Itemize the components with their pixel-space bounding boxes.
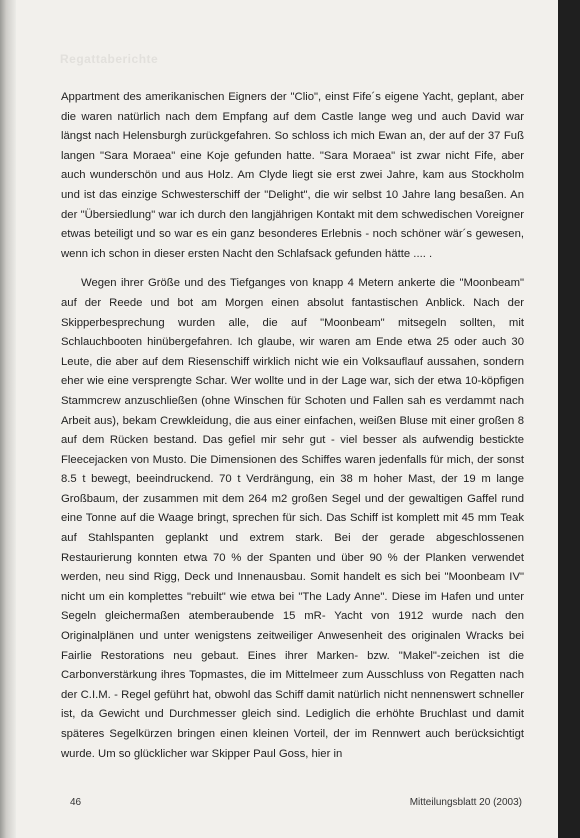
- article-body: [61, 88, 524, 764]
- page-number: 46: [70, 797, 82, 808]
- publication-title: Mitteilungsblatt 20 (2003): [409, 797, 522, 808]
- faint-section-header: Regattaberichte: [60, 52, 159, 66]
- paragraph-2: Wegen ihrer Größe und des Tiefganges von knapp 4 Metern ankerte die "Moonbeam" auf der Reede und bot am Morgen einen absolut fantastischen Anblick. Nach der Skipperbesprechung wurden alle, die auf "Moonbeam" mitsegeln sollten, mit Schlauchbooten hinübergefahren. Ich glaube, wir waren am Ende etwa 25 oder auch 30 Leute, die aber auf dem Riesenschiff wirklich nicht wie ein Volksauflauf aussahen, sondern eher wie eine versprengte Schar. Wer wollte und in der Lage war, sich der etwa 10-köpfigen Stammcrew anzuschließen (ohne Winschen für Schoten und Fallen sah es verdammt nach Arbeit aus), bekam Crewkleidung, die aus einer einfachen, weißen Bluse mit einer großen 8 auf dem Rücken bestand. Das gefiel mir sehr gut - viel besser als aufwendig bestickte Fleecejacken von Musto. Die Dimensionen des Schiffes waren jedenfalls für mich, der sonst 8.5 t bewegt, beeindruckend. 70 t Verdrängung, ein 38 m hoher Mast, der 19 m lange Großbaum, der zusammen mit dem 264 m2 großen Segel und der gewaltigen Gaffel rund eine Tonne auf die Waage bringt, sprechen für sich. Das Schiff ist komplett mit 45 mm Teak auf Stahlspanten geplankt und extrem stark. Bei der gerade abgeschlossenen Restaurierung konnten etwa 70 % der Spanten und über 90 % der Planken verwendet werden, neu sind Rigg, Deck und Innenausbau. Somit handelt es sich bei "Moonbeam IV" nicht um ein komplettes "rebuilt" wie etwa bei "The Lady Anne". Diese im Hafen und unter Segeln gleichermaßen atemberaubende 15 mR- Yacht von 1912 wurde nach den Originalplänen und unter wenigstens zeitweiliger Anwesenheit des originalen Wracks bei Fairlie Restorations neu gebaut. Eines ihrer Marken- bzw. "Makel"-zeichen ist die Carbonverstärkung ihres Topmastes, die im Mittelmeer zum Ausschluss von Regatten nach der C.I.M. - Regel geführt hat, obwohl das Schiff damit natürlich nicht nennenswert schneller ist, da Gewicht und Durchmesser gleich sind. Lediglich die erhöhte Bruchlast und damit späteres Segelkürzen bringen einen kleinen Vorteil, der im Rennwert auch berücksichtigt wurde. Um so glücklicher war Skipper Paul Goss, hier in: [61, 277, 524, 760]
- paragraph-1: Appartment des amerikanischen Eigners der "Clio", einst Fife´s eigene Yacht, geplant, aber die waren natürlich nach dem Empfang auf dem Castle lange weg und auch David war längst nach Helensburgh zurückgefahren. So schloss ich mich Ewan an, der auf der 37 Fuß langen "Sara Moraea" eine Koje gefunden hatte. "Sara Moraea" ist zwar nicht Fife, aber auch wunderschön und aus Holz. Am Clyde liegt sie erst zwei Jahre, kam aus Stockholm und ist das einzige Schwesterschiff der "Delight", die wir selbst 10 Jahre lang besaßen. An der "Übersiedlung" war ich durch den langjährigen Kontakt mit dem schwedischen Voreigner etwas beteiligt und so war es ein ganz besonderes Erlebnis - noch schöner wär´s gewesen, wenn ich schon in dieser ersten Nacht den Schlafsack gefunden hätte .... .: [61, 91, 524, 260]
- page-spine-shadow: [0, 0, 16, 838]
- scan-edge: [558, 0, 580, 838]
